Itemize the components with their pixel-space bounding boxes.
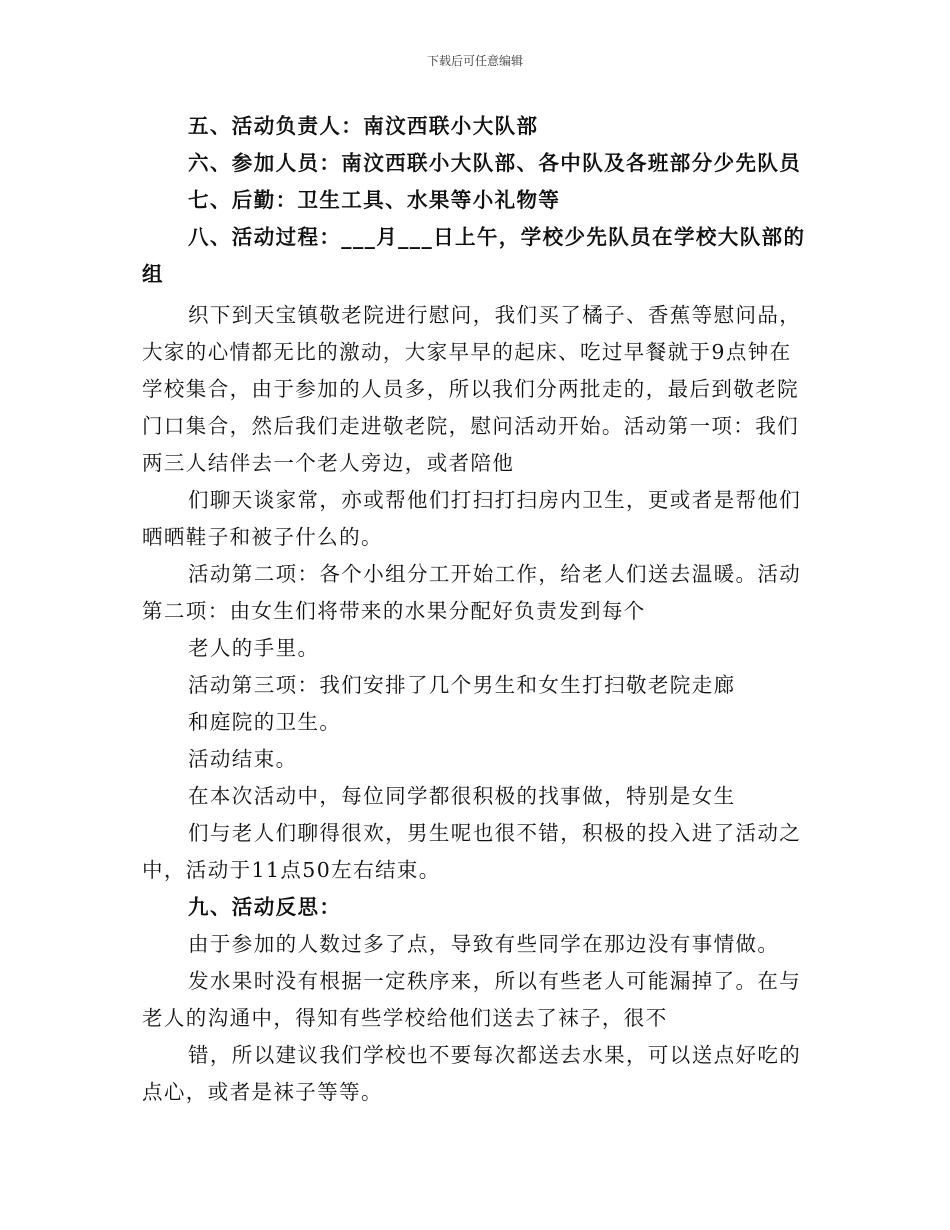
paragraph-line: 和庭院的卫生。	[188, 710, 342, 734]
paragraph-line: 第二项：由女生们将带来的水果分配好负责发到每个	[142, 599, 646, 623]
paragraph-line: 老人的手里。	[188, 636, 320, 660]
page-header: 下载后可任意编辑	[426, 54, 523, 68]
paragraph-line: 活动结束。	[188, 747, 298, 771]
section-6-heading: 六、参加人员：南汶西联小大队部、各中队及各班部分少先队员	[188, 151, 802, 175]
paragraph-line: 活动第三项：我们安排了几个男生和女生打扫敬老院走廊	[188, 673, 736, 697]
document-body	[142, 108, 822, 1111]
section-8-heading-continued: 组	[142, 262, 164, 286]
paragraph-line: 在本次活动中，每位同学都很积极的找事做，特别是女生	[188, 784, 736, 808]
paragraph-line: 活动第二项：各个小组分工开始工作，给老人们送去温暖。活动	[188, 562, 802, 586]
paragraph-line: 们聊天谈家常，亦或帮他们打扫打扫房内卫生，更或者是帮他们	[188, 488, 802, 512]
section-5-heading: 五、活动负责人：南汶西联小大队部	[188, 114, 539, 138]
paragraph-line: 点心，或者是袜子等等。	[142, 1080, 383, 1104]
paragraph-line: 两三人结伴去一个老人旁边，或者陪他	[142, 451, 515, 475]
paragraph-line: 老人的沟通中，得知有些学校给他们送去了袜子，很不	[142, 1006, 668, 1030]
paragraph-line: 大家的心情都无比的激动，大家早早的起床、吃过早餐就于9点钟在	[142, 340, 792, 364]
paragraph-line: 晒晒鞋子和被子什么的。	[142, 525, 383, 549]
paragraph-line: 发水果时没有根据一定秩序来，所以有些老人可能漏掉了。在与	[188, 969, 802, 993]
section-8-heading: 八、活动过程：___月___日上午，学校少先队员在学校大队部的	[188, 225, 806, 249]
paragraph-line: 中，活动于11点50左右结束。	[142, 858, 441, 882]
paragraph-line: 由于参加的人数过多了点，导致有些同学在那边没有事情做。	[188, 932, 780, 956]
paragraph-line: 们与老人们聊得很欢，男生呢也很不错，积极的投入进了活动之	[188, 821, 802, 845]
paragraph-line: 学校集合，由于参加的人员多，所以我们分两批走的，最后到敬老院	[142, 377, 799, 401]
paragraph-line: 织下到天宝镇敬老院进行慰问，我们买了橘子、香蕉等慰问品，	[188, 303, 802, 327]
section-7-heading: 七、后勤：卫生工具、水果等小礼物等	[188, 188, 561, 212]
section-9-heading: 九、活动反思：	[188, 895, 342, 919]
paragraph-line: 错，所以建议我们学校也不要每次都送去水果，可以送点好吃的	[188, 1043, 802, 1067]
paragraph-line: 门口集合，然后我们走进敬老院，慰问活动开始。活动第一项：我们	[142, 414, 799, 438]
